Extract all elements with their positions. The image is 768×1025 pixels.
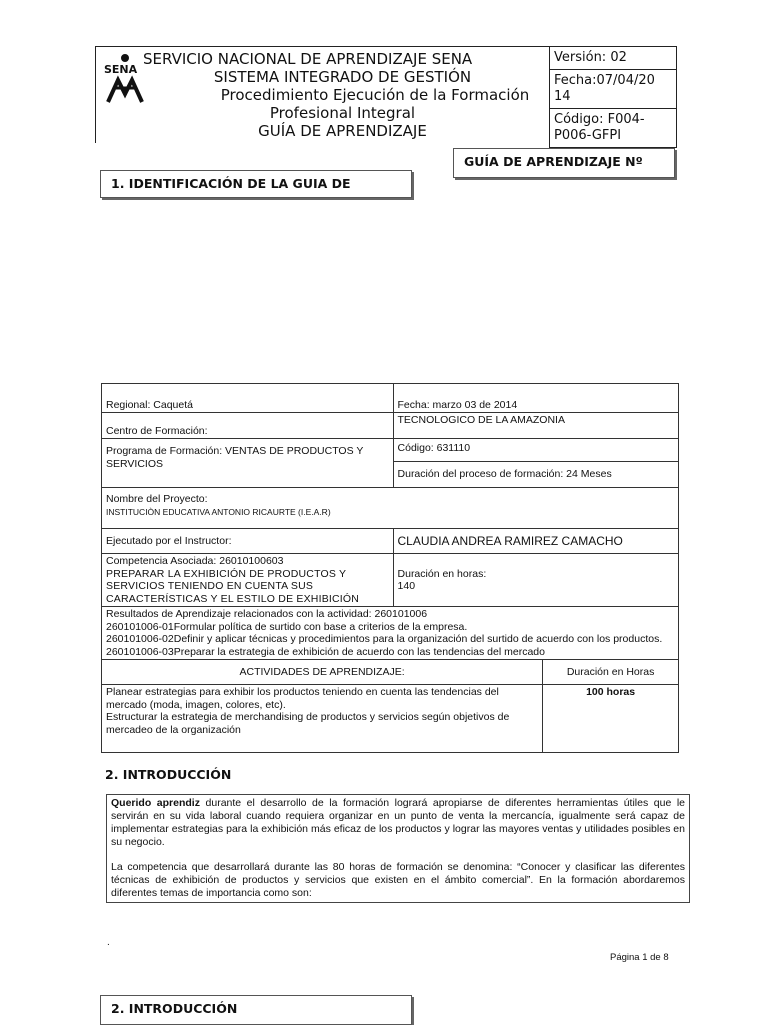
section1-title: 1. IDENTIFICACIÓN DE LA GUIA DE [100,170,412,198]
proyecto-cell: Nombre del Proyecto: INSTITUCIÒN EDUCATIVA ANTONIO RICAURTE (I.E.A.R) [102,488,679,529]
actividades-cell: Planear estrategias para exhibir los productos teniendo en cuenta las tendencias del mercado (moda, imagen, colores, etc). Estructurar la estrategia de merchandising de productos y servicios según objetivos de mercadeo de la organización [102,685,543,753]
document-meta [549,46,677,148]
stray-dot: . [107,937,110,948]
resultados-cell: Resultados de Aprendizaje relacionados con la actividad: 260101006 260101006-01Formular política de surtido con base a criterios de la empresa. 260101006-02Definir y aplicar técnicas y procedimientos para la organización del surtido de acuerdo con los productos. 260101006-03Preparar la estrategia de exhibición de acuerdo con las tendencias del mercado [102,607,679,660]
duracion-proceso-cell: Duración del proceso de formación: 24 Meses [393,462,678,488]
guide-title: GUÍA DE APRENDIZAJE [258,122,427,140]
centro-value: TECNOLOGICO DE LA AMAZONIA [393,413,678,439]
instructor-label: Ejecutado por el Instructor: [102,529,394,554]
section2-title: 2. INTRODUCCIÓN [105,767,232,782]
system-name: SISTEMA INTEGRADO DE GESTIÓN [213,68,472,86]
actividades-header: ACTIVIDADES DE APRENDIZAJE: [102,660,543,685]
resultado-item: 260101006-02Definir y aplicar técnicas y procedimientos para la organización del surtido de acuerdo con los productos. [106,633,663,645]
centro-cell: Centro de Formación: [102,413,394,439]
code: Código: F004- P006-GFPI [554,112,645,143]
intro-paragraph-1: Querido aprendiz durante el desarrollo de la formación logrará apropiarse de diferentes herramientas útiles que le servirán en su vida laboral cuando requiera organizar en un punto de venta la mercancía, igualmente será capaz de implementar estrategias para la exhibición más eficaz de los productos y lograr las mayores ventas y utilidades posibles en su negocio. [111,797,686,848]
procedure-name-2: Profesional Integral [269,104,416,122]
competencia-cell: Competencia Asociada: 26010100603 PREPARAR LA EXHIBICIÓN DE PRODUCTOS Y SERVICIOS TENIENDO EN CUENTA SUS CARACTERÍSTICAS Y EL ESTILO DE EXHIBICIÓN [102,554,394,607]
org-name: SERVICIO NACIONAL DE APRENDIZAJE SENA [143,50,473,68]
intro-paragraph-2: La competencia que desarrollará durante las 80 horas de formación se denomina: “Conocer y clasificar las diferentes técnicas de exhibición de productos y servicios que existen en el ámbito comercial”. En la formación abordaremos diferentes temas de importancia como son: [111,861,685,899]
fecha-cell: Fecha: marzo 03 de 2014 [393,384,678,413]
header-titles [140,50,545,140]
duracion-horas-cell: Duración en horas: 140 [393,554,678,607]
identification-table [101,383,679,753]
resultado-item: 260101006-03Preparar la estrategia de exhibición de acuerdo con las tendencias del mercado [106,645,545,658]
horas-cell: 100 horas [543,685,679,753]
date: Fecha:07/04/20 14 [550,70,676,109]
regional-cell: Regional: Caquetá [102,384,394,413]
guide-number-label: GUÍA DE APRENDIZAJE Nº [453,148,675,178]
logo-text: SENA [104,63,138,76]
resultado-item: 260101006-01Formular política de surtido con base a criterios de la empresa. [106,620,468,633]
proyecto-value: INSTITUCIÒN EDUCATIVA ANTONIO RICAURTE (I.E.A.R) [106,506,331,517]
version: Versión: 02 [550,47,676,70]
procedure-name: Procedimiento Ejecución de la Formación [220,86,530,104]
duracion-header: Duración en Horas [543,660,679,685]
codigo-cell: Código: 631110 [393,439,678,462]
intro-box [106,794,690,903]
section2-title-repeat: 2. INTRODUCCIÓN [100,995,412,1025]
programa-cell: Programa de Formación: VENTAS DE PRODUCTOS Y SERVICIOS [102,439,394,488]
page-number: Página 1 de 8 [610,952,669,963]
instructor-value: CLAUDIA ANDREA RAMIREZ CAMACHO [393,529,678,554]
